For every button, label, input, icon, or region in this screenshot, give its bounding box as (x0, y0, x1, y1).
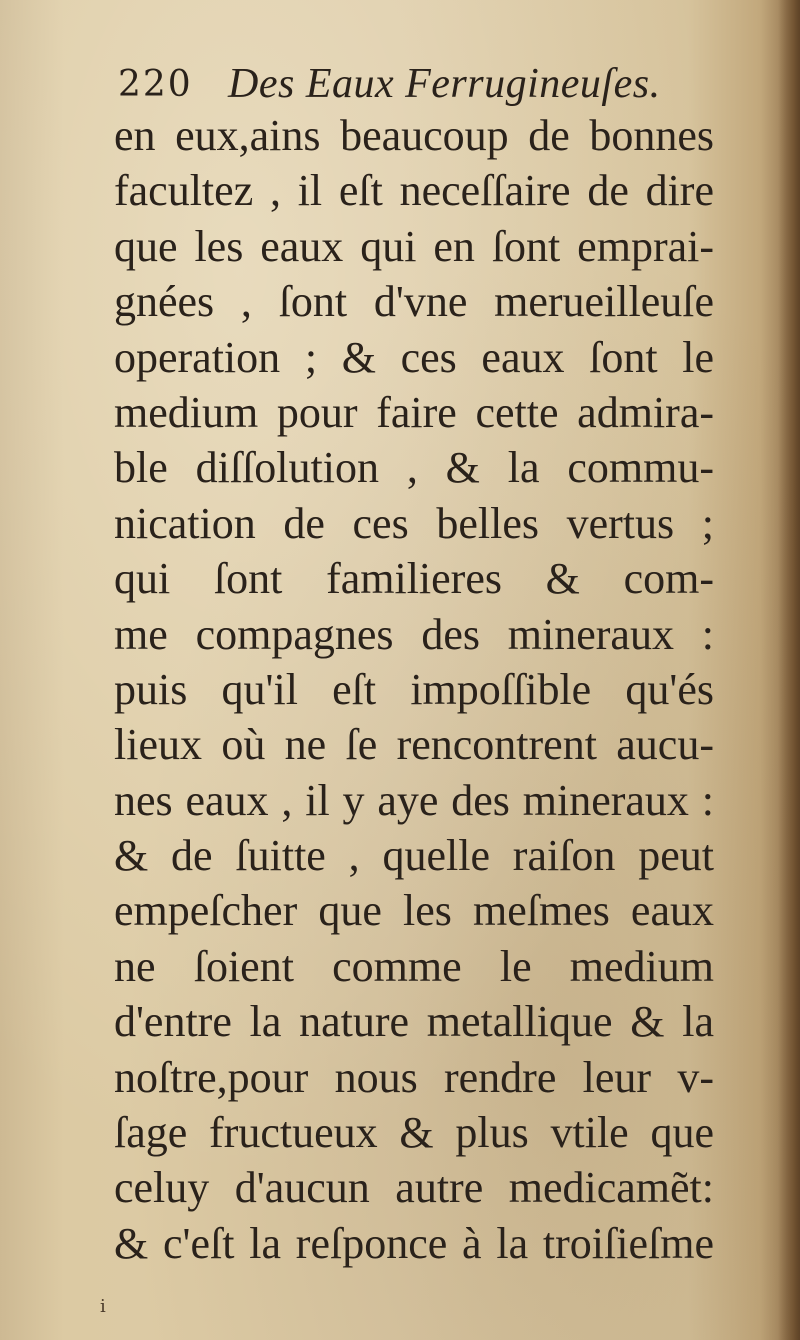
text-line: & c'eſt la reſponce à la troiſieſme (114, 1218, 714, 1268)
text-line: lieux où ne ſe rencontrent aucu- (114, 720, 714, 770)
text-line: en eux,ains beaucoup de bonnes (114, 111, 714, 160)
text-line: nication de ces belles vertus ; (114, 498, 714, 548)
running-title: Des Eaux Ferrugineuſes. (228, 61, 661, 107)
text-line: celuy d'aucun autre medicamẽt: (114, 1163, 714, 1213)
body-text (114, 108, 714, 1271)
text-line: empeſcher que les meſmes eaux (114, 886, 714, 936)
text-line: ſage fructueux & plus vtile que (114, 1108, 714, 1158)
page-number: 220 (118, 64, 193, 105)
text-line: & de ſuitte , quelle raiſon peut (114, 831, 714, 881)
text-line: noſtre,pour nous rendre leur v- (114, 1052, 714, 1102)
text-line: operation ; & ces eaux ſont le (114, 332, 714, 382)
page-edge-shadow (778, 0, 800, 1340)
text-line: me compagnes des mineraux : (114, 609, 714, 659)
text-line: facultez , il eſt neceſſaire de dire (114, 166, 714, 216)
text-line: qui ſont familieres & com- (114, 554, 714, 604)
text-line: ne ſoient comme le medium (114, 941, 714, 991)
text-line: nes eaux , il y aye des mineraux : (114, 775, 714, 825)
text-line: ble diſſolution , & la commu- (114, 443, 714, 493)
text-line: gnées , ſont d'vne merueilleuſe (114, 277, 714, 327)
text-line: medium pour faire cette admira- (114, 387, 714, 437)
text-line: puis qu'il eſt impoſſible qu'és (114, 664, 714, 714)
running-head (118, 58, 718, 108)
text-line: d'entre la nature metallique & la (114, 997, 714, 1047)
footer-mark: ⅰ (100, 1296, 106, 1317)
text-line: que les eaux qui en ſont emprai- (114, 221, 714, 271)
